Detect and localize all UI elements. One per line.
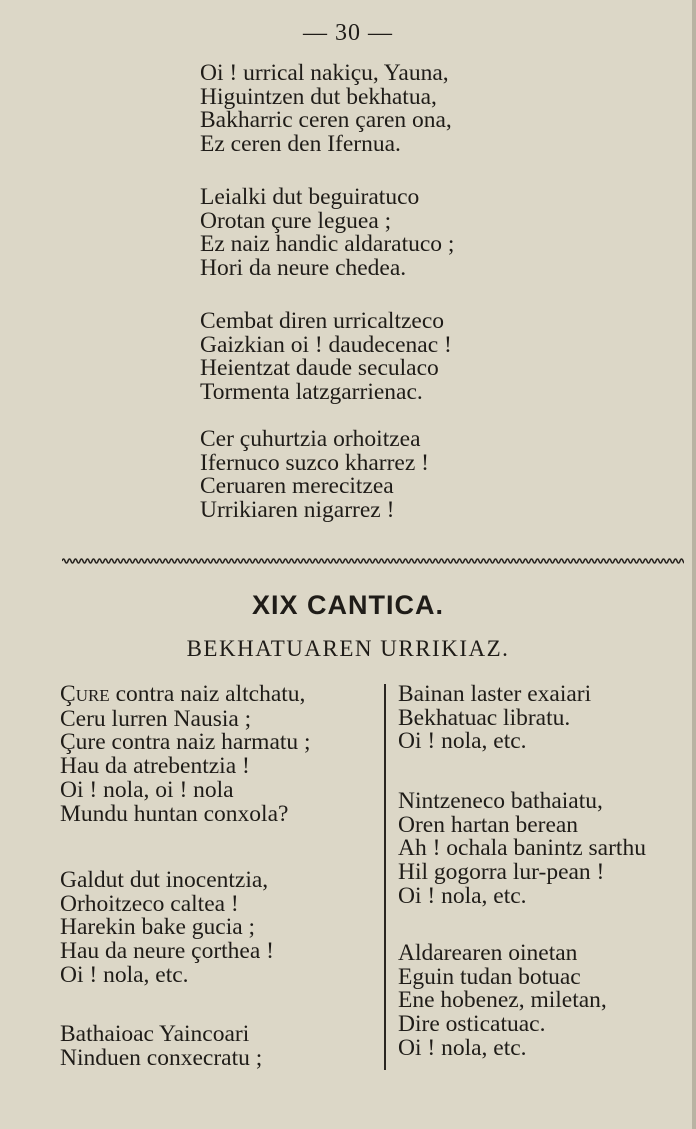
- left-stanza-3: [60, 1023, 262, 1070]
- verse-line: Urrikiaren nigarrez !: [200, 497, 395, 524]
- verse-line: Aldarearen oinetan: [398, 940, 578, 966]
- verse-line: Gaizkian oi ! daudecenac !: [200, 331, 452, 358]
- verse-line: Tormenta latzgarrienac.: [200, 379, 423, 406]
- verse-line: Cembat diren urricaltzeco: [200, 308, 445, 334]
- first-word-initial: Ç: [60, 681, 76, 707]
- verse-line: Ceru lurren Nausia ;: [60, 705, 252, 732]
- verse-line: Hau da neure çorthea !: [60, 938, 274, 965]
- verse-line: Orhoitzeco caltea !: [60, 890, 239, 917]
- verse-line: Hil gogorra lur-pean !: [398, 859, 605, 886]
- left-stanza-2: [60, 869, 274, 988]
- verse-line: Dire osticatuac.: [398, 1011, 546, 1038]
- verse-line: Hau da atrebentzia !: [60, 753, 250, 780]
- verse-line: Leialki dut beguiratuco: [200, 184, 420, 210]
- verse-line: Ez naiz handic aldaratuco ;: [200, 231, 455, 258]
- verse-line: Nintzeneco bathaiatu,: [398, 788, 603, 814]
- verse-line: Hori da neure chedea.: [200, 255, 407, 282]
- verse-line: Ah ! ochala banintz sarthu: [398, 835, 646, 862]
- first-word-small-caps: URE: [75, 686, 110, 705]
- verse-line: Higuintzen dut bekhatua,: [200, 83, 437, 110]
- cantica-title: XIX CANTICA.: [251, 590, 444, 620]
- verse-line: Ceruaren merecitzea: [200, 473, 394, 500]
- right-stanza-1: [398, 683, 591, 754]
- verse-line: Cer çuhurtzia orhoitzea: [200, 426, 421, 452]
- first-line-rest: contra naiz altchatu,: [109, 681, 306, 707]
- verse-line: Oi ! nola, oi ! nola: [60, 776, 234, 803]
- verse-line: Çure contra naiz harmatu ;: [60, 729, 311, 756]
- top-stanza-2: [200, 186, 640, 281]
- column-rule: [384, 684, 386, 1070]
- verse-line: Ifernuco suzco kharrez !: [200, 449, 429, 476]
- verse-line: Ninduen conxecratu ;: [60, 1044, 263, 1071]
- verse-line: Harekin bake gucia ;: [60, 914, 256, 941]
- verse-line: Bainan laster exaiari: [398, 681, 592, 707]
- verse-line: Oi ! nola, etc.: [398, 728, 527, 755]
- page-number: — 30 —: [303, 20, 393, 46]
- verse-line: Heientzat daude seculaco: [200, 355, 439, 382]
- verse-line: Oi ! nola, etc.: [398, 882, 527, 909]
- page-edge: [692, 0, 696, 1129]
- top-stanza-4: [200, 428, 640, 523]
- verse-line: Orotan çure leguea ;: [200, 207, 392, 234]
- right-stanza-3: [398, 942, 607, 1061]
- verse-line: [60, 683, 311, 708]
- verse-line: Oi ! nola, etc.: [60, 961, 189, 988]
- wavy-divider: [62, 556, 684, 566]
- verse-line: Bekhatuac libratu.: [398, 704, 571, 731]
- verse-line: Bakharric ceren çaren ona,: [200, 107, 452, 134]
- verse-line: Oi ! urrical nakiçu, Yauna,: [200, 60, 449, 86]
- top-stanza-1: [200, 62, 640, 157]
- verse-line: Oi ! nola, etc.: [398, 1034, 527, 1061]
- cantica-subtitle: BEKHATUAREN URRIKIAZ.: [186, 636, 510, 661]
- top-stanza-3: [200, 310, 640, 405]
- verse-line: Bathaioac Yaincoari: [60, 1021, 250, 1047]
- verse-line: Ez ceren den Ifernua.: [200, 131, 401, 158]
- verse-line: Oren hartan berean: [398, 811, 579, 838]
- verse-line: Ene hobenez, miletan,: [398, 987, 607, 1014]
- left-stanza-1: [60, 683, 311, 826]
- verse-line: Eguin tudan botuac: [398, 963, 581, 990]
- verse-line: Galdut dut inocentzia,: [60, 867, 269, 893]
- right-stanza-2: [398, 790, 646, 909]
- verse-line: Mundu huntan conxola?: [60, 800, 289, 827]
